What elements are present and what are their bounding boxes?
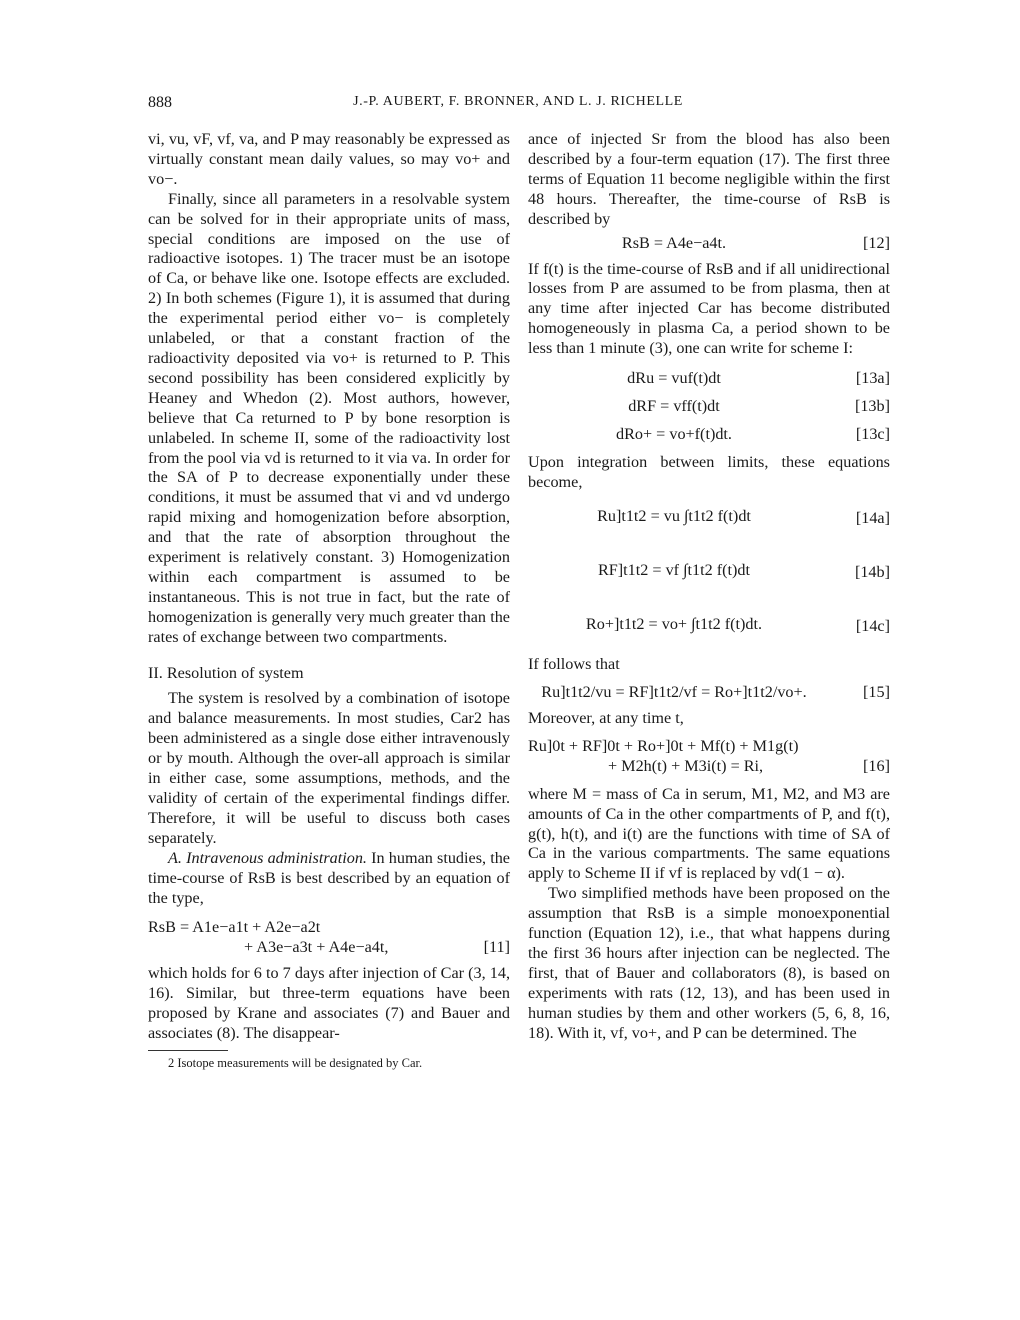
paragraph: If f(t) is the time-course of RsB and if all unidirectional losses from P are assumed to be from plasma, then at any time after injected Car has become distributed homogeneously in plasma Ca, a period shown to be less than 1 minute (3), one can write for scheme I: (528, 259, 890, 358)
equation-number: [14a] (855, 508, 890, 527)
equation-expression: Ro+]t1t2 = vo+ ∫t1t2 f(t)dt. (585, 614, 763, 633)
section-heading: II. Resolution of system (148, 663, 304, 682)
page-number: 888 (148, 94, 172, 111)
equation-11 (148, 914, 510, 958)
paragraph: Moreover, at any time t, (528, 708, 684, 727)
equation-number: [13a] (855, 369, 890, 388)
paragraph (148, 849, 510, 909)
equation-expression: dRF = vff(t)dt (628, 397, 720, 416)
equation-expression: Ru]t1t2 = vu ∫t1t2 f(t)dt (597, 506, 751, 525)
equation-14a (528, 493, 890, 547)
equation-13a (528, 365, 890, 393)
equation-line: Ru]0t + RF]0t + Ro+]0t + Mf(t) + M1g(t) (528, 736, 799, 755)
equation-line: RsB = A1e−a1t + A2e−a2t (148, 918, 321, 937)
equation-expression: dRu = vuf(t)dt (627, 369, 721, 388)
equation-16 (528, 733, 890, 781)
equation-15 (528, 675, 890, 709)
paragraph: vi, vu, vF, vf, va, and P may reasonably be expressed as virtually constant mean daily values, so may vo+ and vo−. (148, 130, 510, 188)
equation-12 (528, 230, 890, 260)
equation-number: [13c] (855, 425, 890, 444)
paragraph: Finally, since all parameters in a resolvable system can be solved for in their appropriate units of mass, special conditions are imposed on the use of radioactive isotopes. 1) The tracer must be an isotope of Ca, or behave like one. Isotope effects are excluded. 2) In both schemes (Figure 1), it is assumed that during the experimental period either vo− is completely unlabeled, or that a constant fraction of the radioactivity deposited via vo+ is returned to P. This second possibility has been considered explicitly by Heaney and Whedon (2). Most authors, however, believe that Ca returned to P by bone resorption is unlabeled. In scheme II, some of the radioactivity lost from the pool via vd is returned to it via va. In order for the SA of P to decrease exponentially under these conditions, it must be assumed that vi and vd undergo rapid mixing and homogenization before absorption, and that the rate of absorption throughout the experiment is relatively constant. 3) Homogenization within each compartment is assumed to be instantaneous. This is not true in fact, but the rate of homogenization is generally very much greater than the rates of exchange between two compartments. (148, 189, 510, 646)
equation-line: + A3e−a3t + A4e−a4t, (244, 938, 389, 957)
equation-number: [15] (863, 682, 890, 701)
equation-14b (528, 547, 890, 601)
equation-expression: dRo+ = vo+f(t)dt. (616, 425, 732, 444)
paragraph: The system is resolved by a combination of isotope and balance measurements. In most studies, Car2 has been administered as a single dose either intravenously or by mouth. Although the over-all approach is similar in either case, some assumptions, methods, and the validity of certain of the experimental findings differ. Therefore, it will be useful to discuss both cases separately. (148, 689, 510, 847)
equation-number: [16] (863, 756, 890, 775)
paragraph-text: In human studies, the time-course of RsB is best described by an equation of the type, (148, 848, 510, 907)
page-header (148, 94, 888, 116)
paragraph: Upon integration between limits, these equations become, (528, 453, 890, 491)
equation-line: + M2h(t) + M3i(t) = Ri, (608, 756, 764, 775)
paragraph: ance of injected Sr from the blood has also been described by a four-term equation (17). The first three terms of Equation 11 become negligible within the first 48 hours. Thereafter, the time-course of RsB is described by (528, 130, 890, 228)
right-column (528, 130, 890, 1043)
equation-number: [12] (863, 233, 890, 252)
equation-number: [13b] (854, 397, 890, 416)
equation-expression: Ru]t1t2/vu = RF]t1t2/vf = Ro+]t1t2/vo+. (541, 682, 807, 701)
paragraph: where M = mass of Ca in serum, M1, M2, and M3 are amounts of Ca in the other compartments of P, and f(t), g(t), h(t), and i(t) are the functions with time of SA of Ca in the various compartments. The same equations apply to Scheme II if vf is replaced by vd(1 − α). (528, 784, 890, 883)
equation-number: [11] (483, 938, 510, 957)
equation-expression: RF]t1t2 = vf ∫t1t2 f(t)dt (597, 560, 751, 579)
running-head: J.-P. AUBERT, F. BRONNER, AND L. J. RICHELLE (353, 94, 683, 109)
equation-13b (528, 393, 890, 421)
subsection-label: A. Intravenous administration. (168, 848, 367, 867)
equation-14c (528, 601, 890, 655)
paragraph: which holds for 6 to 7 days after injection of Car (3, 14, 16). Similar, but three-term equations have been proposed by Krane and associates (7) and Bauer and associates (8). The disappear- (148, 964, 510, 1043)
equation-expression: RsB = A4e−a4t. (621, 233, 727, 252)
left-column (148, 130, 510, 1071)
paragraph: If follows that (528, 654, 620, 673)
paragraph: Two simplified methods have been proposed on the assumption that RsB is a simple monoexponential function (Equation 12), i.e., that what happens during the first 36 hours after injection can be neglected. The first, that of Bauer and collaborators (8), is based on experiments with rats (12, 13), and has been used in human studies by them and other workers (5, 6, 8, 16, 18). With it, vf, vo+, and P can be determined. The (528, 884, 890, 1042)
equation-number: [14b] (854, 562, 890, 581)
footnote-rule (148, 1050, 228, 1051)
equation-number: [14c] (855, 616, 890, 635)
footnote: 2 Isotope measurements will be designated by Car. (168, 1056, 423, 1071)
equation-13c (528, 421, 890, 449)
